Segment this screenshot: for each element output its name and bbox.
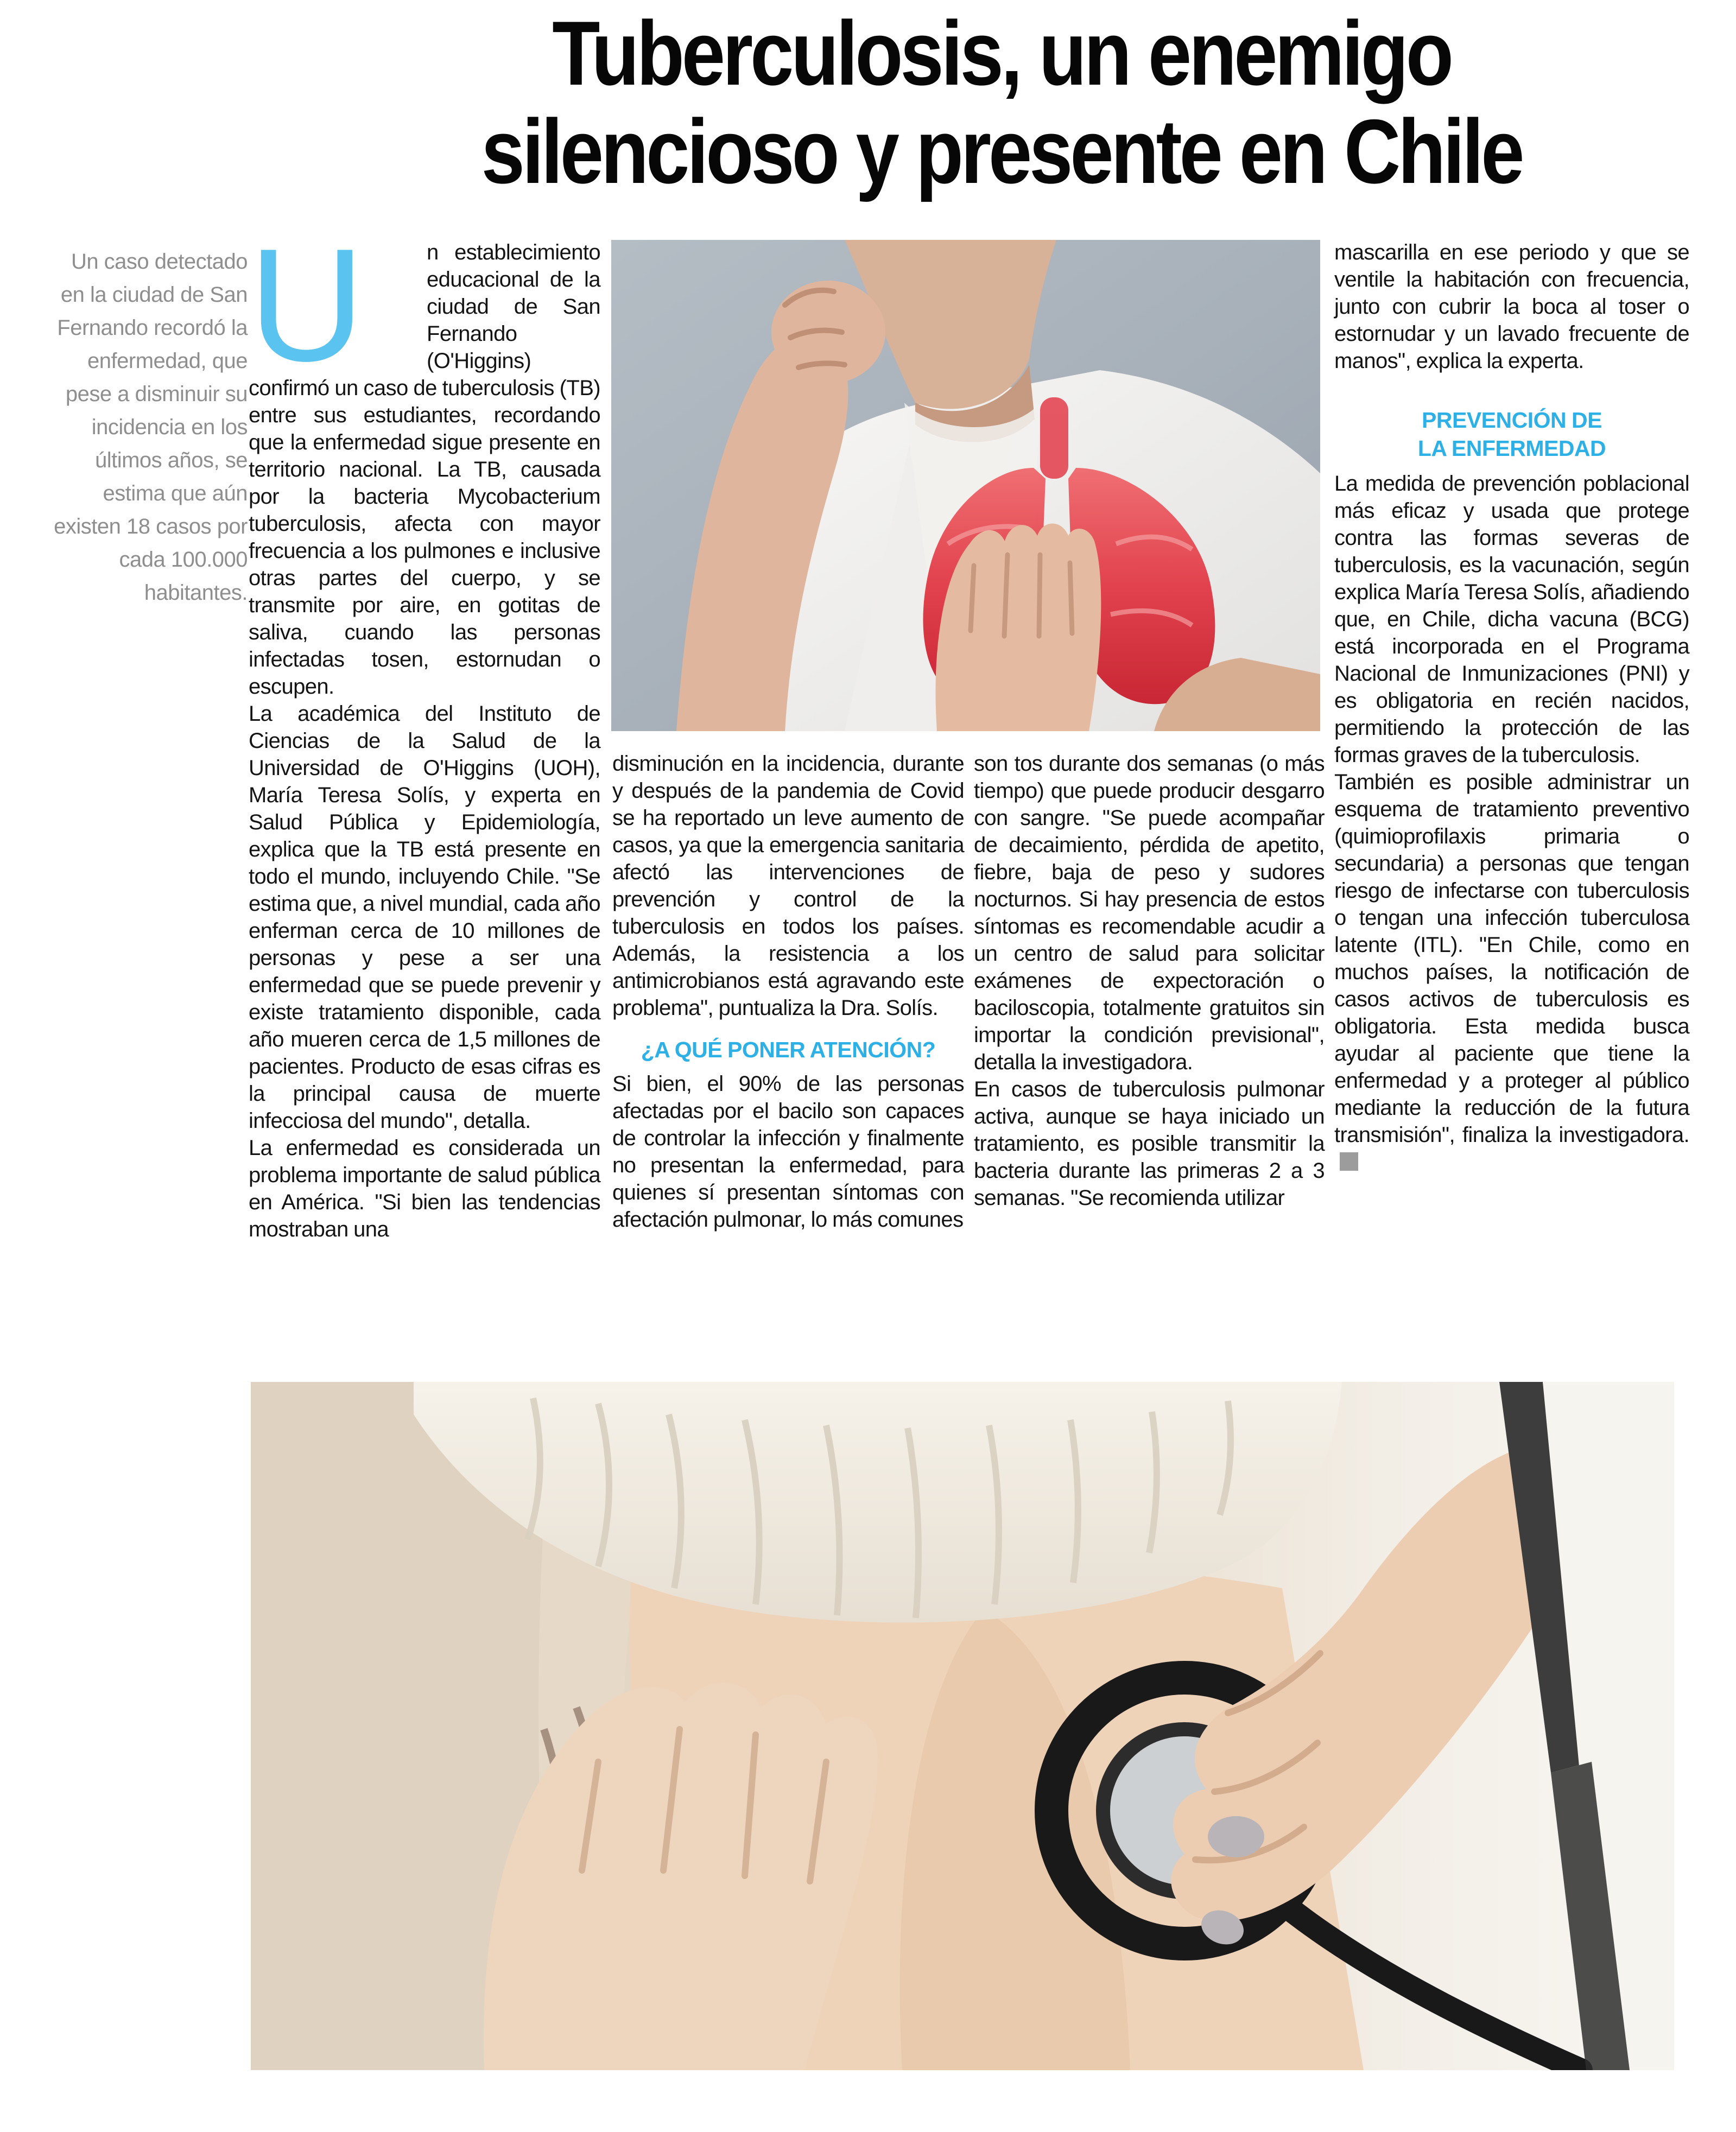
article-column-2 (612, 750, 964, 1233)
article-column-4 (1334, 239, 1689, 1176)
paragraph-text: También es posible administrar un esquema de tratamiento preventivo (quimioprofilaxis primaria o secundaria) a personas que tengan riesgo de infectarse con tuberculosis o tengan una infección tuberculosa latente (ITL). "En Chile, como en muchos países, la notificación de casos activos de tuberculosis es obligatoria. Esta medida busca ayudar al paciente que tiene la enfermedad y a proteger al público mediante la reducción de la futura transmisión", finaliza la investigadora. (1334, 770, 1689, 1147)
article-paragraph: La académica del Instituto de Ciencias de la Salud de la Universidad de O'Higgins (UOH), María Teresa Solís, y experta en Salud Pública y Epidemiología, explica que la TB está presente en todo el mundo, incluyendo Chile. "Se estima que, a nivel mundial, cada año enferman cerca de 10 millones de personas y pese a ser una enfermedad que se puede prevenir y existe tratamiento disponible, cada año mueren cerca de 1,5 millones de pacientes. Producto de esas cifras es la principal causa de muerte infecciosa del mundo", detalla. (249, 702, 600, 1133)
article-column-3 (974, 750, 1325, 1211)
paragraph-text: n establecimiento educacional de la ciudad de San Fernando (O'Higgins) confirmó un caso de tuberculosis (TB) entre sus estudiantes, recordando que la enfermedad sigue presente en territorio nacional. La TB, causada por la bacteria Mycobacterium tuberculosis, afecta con mayor frecuencia a los pulmones e inclusive otras partes del cuerpo, y se transmite por aire, en gotitas de saliva, cuando las personas infectadas tosen, estornudan o escupen. (249, 240, 600, 699)
article-paragraph: En casos de tuberculosis pulmonar activa, aunque se haya iniciado un tratamiento, es posible transmitir la bacteria durante las primeras 2 a 3 semanas. "Se recomienda utilizar (974, 1077, 1325, 1210)
article-paragraph: La medida de prevención poblacional más eficaz y usada que protege contra las formas severas de tuberculosis, es la vacunación, según explica María Teresa Solís, añadiendo que, en Chile, dicha vacuna (BCG) está incorporada en el Programa Nacional de Inmunizaciones (PNI) y es obligatoria en recién nacidos, permitiendo la protección de las formas graves de la tuberculosis. (1334, 472, 1689, 767)
article-paragraph: son tos durante dos semanas (o más tiempo) que puede producir desgarro con sangre. "Se puede acompañar de decaimiento, pérdida de apetito, fiebre, baja de peso y sudores nocturnos. Si hay presencia de estos síntomas es recomendable acudir a un centro de salud para solicitar exámenes de expectoración o baciloscopia, totalmente gratuitos sin importar la condición previsional", detalla la investigadora. (974, 752, 1325, 1074)
section-heading-prevention (1334, 406, 1689, 462)
cough-lungs-photo-graphic (611, 240, 1320, 731)
section-heading-line-1: PREVENCIÓN DE (1422, 408, 1602, 433)
publisher-square-end-mark-icon (1340, 1152, 1358, 1171)
article-paragraph (249, 215, 600, 700)
article-paragraph (1334, 769, 1689, 1176)
page-title-line-2: silencioso y presente en Chile (481, 100, 1522, 202)
stethoscope-photo (251, 1382, 1674, 2070)
article-paragraph: mascarilla en ese periodo y que se ventile la habitación con frecuencia, junto con cubrir la boca al toser o estornudar y un lavado frecuente de manos", explica la experta. (1334, 240, 1689, 373)
article-paragraph: Si bien, el 90% de las personas afectadas por el bacilo son capaces de controlar la infección y finalmente no presentan la enfermedad, para quienes sí presentan síntomas con afectación pulmonar, lo más comunes (612, 1072, 964, 1232)
pull-quote: Un caso detectado en la ciudad de San Fernando recordó la enfermedad, que pese a disminuir su incidencia en los últimos años, se estima que aún existen 18 casos por cada 100.000 habitantes. (54, 250, 248, 605)
page-title (187, 4, 1736, 201)
article-paragraph: disminución en la incidencia, durante y después de la pandemia de Covid se ha reportado un leve aumento de casos, ya que la emergencia sanitaria afectó las intervenciones de prevención y control de la tuberculosis en todos los países. Además, la resistencia a los antimicrobianos está agravando este problema", puntualiza la Dra. Solís. (612, 752, 964, 1020)
section-heading-attention: ¿A QUÉ PONER ATENCIÓN? (641, 1037, 936, 1062)
page-title-line-1: Tuberculosis, un enemigo (552, 2, 1451, 104)
article-paragraph: La enfermedad es considerada un problema importante de salud pública en América. "Si bien las tendencias mostraban una (249, 1136, 600, 1241)
section-heading-line-2: LA ENFERMEDAD (1417, 436, 1606, 461)
stethoscope-photo-graphic (251, 1382, 1674, 2070)
drop-cap: U (249, 215, 365, 395)
article-column-1 (249, 215, 600, 1243)
cough-lungs-photo (611, 240, 1320, 731)
